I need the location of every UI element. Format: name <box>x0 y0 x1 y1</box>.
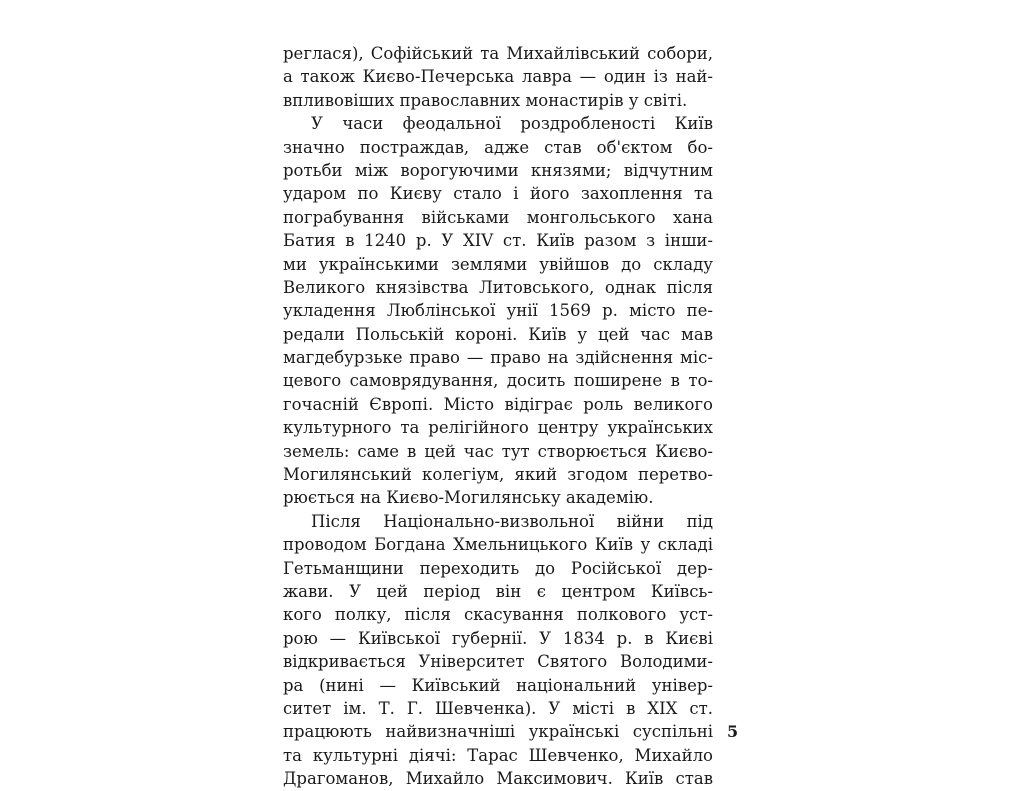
text-line: ударом по Києву стало і його захоплення та <box>283 184 713 204</box>
text-line: відкривається Університет Святого Володими- <box>283 652 713 672</box>
text-line: Могилянський колегіум, який згодом перетво- <box>283 465 713 485</box>
text-line: Гетьманщини переходить до Російської дер- <box>283 558 713 578</box>
text-line: гочасній Європі. Місто відіграє роль великого <box>283 394 713 414</box>
text-line: рюється на Києво-Могилянську академію. <box>283 488 654 508</box>
text-line: ситет ім. Т. Г. Шевченка). У місті в XIX ст. <box>283 698 713 718</box>
text-line: пограбування військами монгольського хана <box>283 207 713 227</box>
text-line: жави. У цей період він є центром Київсь- <box>283 581 713 601</box>
text-line: Великого князівства Литовського, однак після <box>283 277 713 297</box>
text-line: кого полку, після скасування полкового уст- <box>283 605 713 625</box>
text-line: впливовіших православних монастирів у світі. <box>283 90 688 110</box>
page-number: 5 <box>727 722 739 741</box>
text-line: проводом Богдана Хмельницького Київ у складі <box>283 535 713 555</box>
body-text <box>283 42 713 791</box>
text-line: ра (нині — Київський національний універ- <box>283 675 713 695</box>
text-line: Батия в 1240 р. У XIV ст. Київ разом з інши- <box>283 231 713 251</box>
text-line: укладення Люблінської унії 1569 р. місто пе- <box>283 301 713 321</box>
text-line: рою — Київської губернії. У 1834 р. в Києві <box>283 628 713 648</box>
text-line: ротьби між ворогуючими князями; відчутним <box>283 160 713 180</box>
text-line: магдебурзьке право — право на здійснення міс- <box>283 348 713 368</box>
text-line: земель: саме в цей час тут створюється Києво- <box>283 441 713 461</box>
text-line: У часи феодальної роздробленості Київ <box>311 114 713 134</box>
text-line: та культурні діячі: Тарас Шевченко, Михайло <box>283 745 713 765</box>
text-line: редали Польській короні. Київ у цей час мав <box>283 324 713 344</box>
text-line: цевого самоврядування, досить поширене в то- <box>283 371 713 391</box>
text-line: ми українськими землями увійшов до складу <box>283 254 713 274</box>
text-line: Драгоманов, Михайло Максимович. Київ став <box>283 769 713 789</box>
text-line: а також Києво-Печерська лавра — один із най- <box>283 67 713 87</box>
text-line: працюють найвизначніші українські суспільні <box>283 722 713 742</box>
text-line: культурного та релігійного центру українських <box>283 418 713 438</box>
text-line: Після Національно-визвольної війни під <box>311 511 713 531</box>
text-line: реглася), Софійський та Михайлівський собори, <box>283 44 713 63</box>
text-line: значно постраждав, адже став об'єктом бо- <box>283 137 713 157</box>
